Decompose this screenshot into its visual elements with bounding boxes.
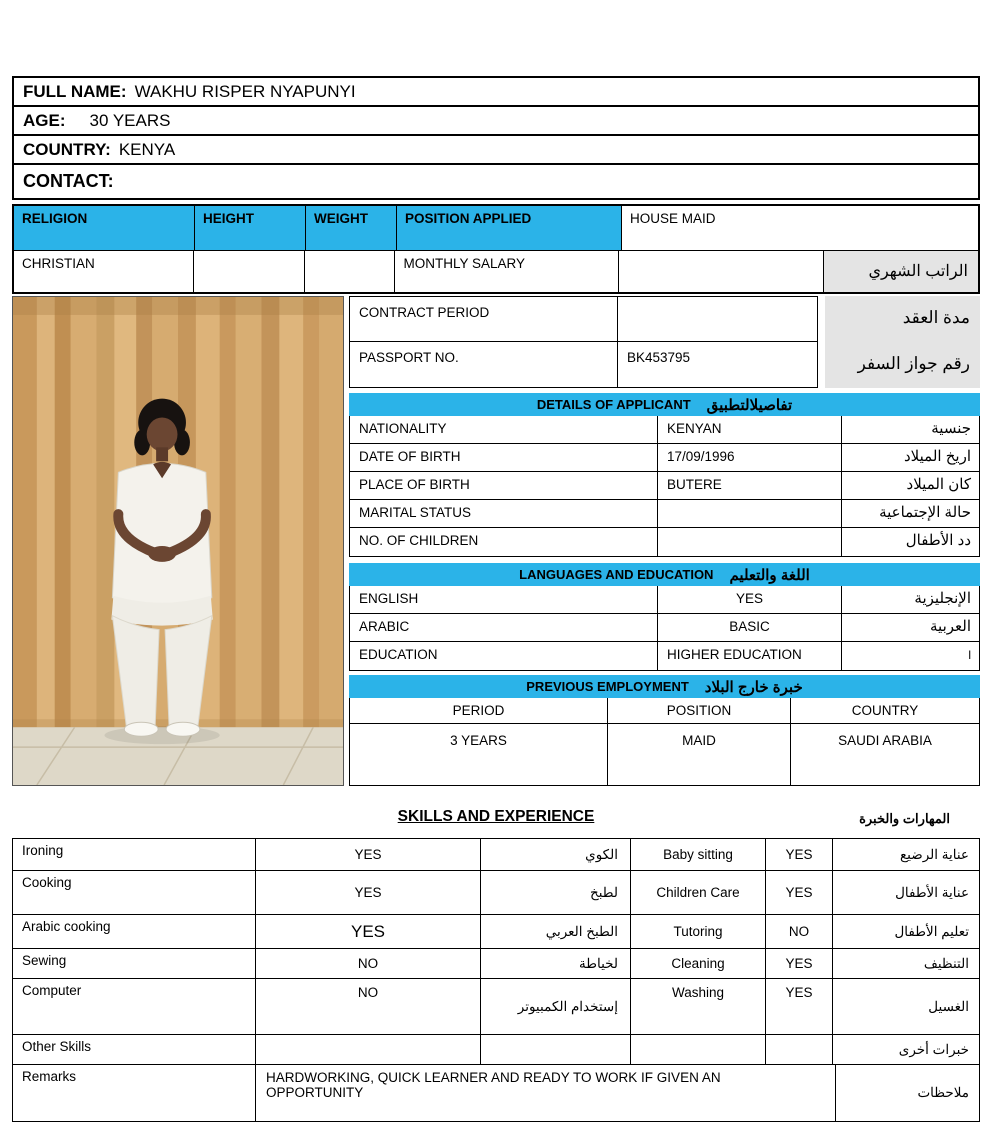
children-row bbox=[350, 528, 979, 556]
other-skills-row bbox=[13, 1035, 979, 1065]
applicant-photo bbox=[12, 296, 344, 786]
contact-row bbox=[14, 165, 978, 198]
passport-arabic-label: رقم جواز السفر bbox=[825, 342, 980, 388]
date-of-birth-row bbox=[350, 444, 979, 472]
details-section-header bbox=[349, 393, 980, 416]
tutoring-label: Tutoring bbox=[631, 915, 766, 948]
place-of-birth-value: BUTERE bbox=[658, 472, 842, 499]
arabic-cooking-value: YES bbox=[256, 915, 481, 948]
employment-title: PREVIOUS EMPLOYMENT bbox=[526, 679, 689, 694]
date-of-birth-label: DATE OF BIRTH bbox=[350, 444, 658, 471]
age-label: AGE: bbox=[23, 110, 66, 130]
contact-label: CONTACT: bbox=[23, 171, 114, 191]
age-row bbox=[14, 107, 978, 136]
washing-label: Washing bbox=[631, 979, 766, 1034]
employment-columns-row bbox=[349, 698, 980, 724]
employment-data-row bbox=[349, 724, 980, 786]
place-of-birth-row bbox=[350, 472, 979, 500]
full-name-row bbox=[14, 78, 978, 107]
remarks-arabic-label: ملاحظات bbox=[917, 1085, 969, 1100]
baby-sitting-value: YES bbox=[766, 839, 833, 870]
english-value: YES bbox=[658, 586, 842, 613]
height-value bbox=[194, 251, 305, 292]
other-skills-spacer-1 bbox=[631, 1035, 766, 1064]
monthly-salary-arabic-label: الراتب الشهري bbox=[824, 251, 978, 292]
remarks-label: Remarks bbox=[13, 1065, 256, 1121]
employment-position-value: MAID bbox=[608, 724, 791, 785]
position-table bbox=[12, 204, 980, 294]
tutoring-arabic-label: تعليم الأطفال bbox=[894, 923, 969, 939]
identity-table bbox=[12, 76, 980, 200]
employment-section-header bbox=[349, 675, 980, 698]
arabic-cooking-arabic-label: الطبخ العربي bbox=[481, 915, 631, 948]
skill-row-computer bbox=[13, 979, 979, 1035]
monthly-salary-label: MONTHLY SALARY bbox=[395, 251, 619, 292]
place-of-birth-arabic-label: كان الميلاد bbox=[906, 476, 971, 493]
passport-value: BK453795 bbox=[627, 350, 691, 365]
other-skills-value bbox=[256, 1035, 481, 1064]
skills-title: SKILLS AND EXPERIENCE bbox=[397, 808, 595, 825]
cooking-arabic-label: لطبخ bbox=[481, 871, 631, 914]
remarks-value: HARDWORKING, QUICK LEARNER AND READY TO WORK IF GIVEN AN OPPORTUNITY bbox=[256, 1065, 836, 1121]
baby-sitting-arabic-label: عناية الرضيع bbox=[899, 846, 969, 862]
monthly-salary-value bbox=[619, 251, 823, 292]
ironing-arabic-label: الكوي bbox=[481, 839, 631, 870]
ironing-value: YES bbox=[256, 839, 481, 870]
washing-arabic-label: الغسيل bbox=[928, 998, 969, 1014]
country-row bbox=[14, 136, 978, 165]
period-column-header: PERIOD bbox=[350, 698, 608, 723]
skill-row-ironing bbox=[13, 839, 979, 871]
other-skills-label: Other Skills bbox=[13, 1035, 256, 1064]
contract-period-label: CONTRACT PERIOD bbox=[350, 297, 618, 341]
cleaning-arabic-label: التنظيف bbox=[923, 955, 969, 971]
arabic-row bbox=[350, 614, 979, 642]
country-column-header: COUNTRY bbox=[851, 703, 919, 718]
cooking-value: YES bbox=[256, 871, 481, 914]
nationality-row bbox=[350, 416, 979, 444]
languages-section-header bbox=[349, 563, 980, 586]
children-label: NO. OF CHILDREN bbox=[350, 528, 658, 556]
education-label: EDUCATION bbox=[350, 642, 658, 670]
languages-title-arabic: اللغة والتعليم bbox=[729, 566, 810, 584]
marital-status-value bbox=[658, 500, 842, 527]
education-value: HIGHER EDUCATION bbox=[658, 642, 842, 670]
cleaning-label: Cleaning bbox=[631, 949, 766, 978]
arabic-label: ARABIC bbox=[350, 614, 658, 641]
tutoring-value: NO bbox=[766, 915, 833, 948]
passport-row bbox=[349, 342, 980, 388]
applicant-photo-image bbox=[13, 297, 343, 785]
skills-table bbox=[12, 838, 980, 1122]
other-skills-arabic-label: خبرات أخرى bbox=[898, 1041, 969, 1057]
position-column-header: POSITION bbox=[608, 698, 791, 723]
cleaning-value: YES bbox=[766, 949, 833, 978]
weight-value bbox=[305, 251, 396, 292]
children-value bbox=[658, 528, 842, 556]
employment-title-arabic: خبرة خارج البلاد bbox=[704, 678, 803, 696]
height-header: HEIGHT bbox=[195, 206, 306, 250]
education-arabic-cell: l bbox=[968, 648, 971, 662]
ironing-label: Ironing bbox=[13, 839, 256, 870]
skills-title-arabic: المهارات والخبرة bbox=[859, 811, 950, 826]
languages-title: LANGUAGES AND EDUCATION bbox=[519, 567, 714, 582]
applicant-details-column bbox=[349, 296, 980, 786]
position-applied-value: HOUSE MAID bbox=[630, 211, 716, 226]
baby-sitting-label: Baby sitting bbox=[631, 839, 766, 870]
sewing-arabic-label: لخياطة bbox=[481, 949, 631, 978]
contract-period-arabic-label: مدة العقد bbox=[825, 296, 980, 342]
religion-header: RELIGION bbox=[14, 206, 195, 250]
children-arabic-label: دد الأطفال bbox=[905, 532, 971, 549]
details-table bbox=[349, 416, 980, 557]
age-value: 30 YEARS bbox=[89, 110, 171, 130]
education-row bbox=[350, 642, 979, 670]
nationality-arabic-label: جنسية bbox=[931, 420, 971, 437]
position-value-row bbox=[14, 250, 978, 292]
english-label: ENGLISH bbox=[350, 586, 658, 613]
details-title-arabic: تفاصيلالتطبيق bbox=[706, 396, 793, 414]
country-value: KENYA bbox=[118, 139, 176, 159]
sewing-label: Sewing bbox=[13, 949, 256, 978]
marital-status-label: MARITAL STATUS bbox=[350, 500, 658, 527]
date-of-birth-arabic-label: اريخ الميلاد bbox=[903, 448, 971, 465]
children-care-arabic-label: عناية الأطفال bbox=[895, 884, 969, 900]
skill-row-cooking bbox=[13, 871, 979, 915]
cooking-label: Cooking bbox=[13, 871, 256, 914]
other-skills-spacer-2 bbox=[766, 1035, 833, 1064]
washing-value: YES bbox=[766, 979, 833, 1034]
arabic-arabic-label: العربية bbox=[930, 618, 971, 635]
position-header-row bbox=[14, 206, 978, 250]
english-arabic-label: الإنجليزية bbox=[914, 590, 971, 607]
arabic-cooking-label: Arabic cooking bbox=[13, 915, 256, 948]
computer-value: NO bbox=[256, 979, 481, 1034]
skills-section-header bbox=[12, 808, 980, 832]
place-of-birth-label: PLACE OF BIRTH bbox=[350, 472, 658, 499]
sewing-value: NO bbox=[256, 949, 481, 978]
nationality-value: KENYAN bbox=[658, 416, 842, 443]
nationality-label: NATIONALITY bbox=[350, 416, 658, 443]
passport-label: PASSPORT NO. bbox=[350, 342, 618, 387]
date-of-birth-value: 17/09/1996 bbox=[658, 444, 842, 471]
weight-header: WEIGHT bbox=[306, 206, 397, 250]
contract-period-value bbox=[618, 297, 817, 341]
computer-label: Computer bbox=[13, 979, 256, 1034]
position-applied-header: POSITION APPLIED bbox=[397, 206, 622, 250]
arabic-value: BASIC bbox=[658, 614, 842, 641]
skill-row-arabic-cooking bbox=[13, 915, 979, 949]
children-care-label: Children Care bbox=[631, 871, 766, 914]
employment-country-value: SAUDI ARABIA bbox=[838, 733, 932, 748]
full-name-label: FULL NAME: bbox=[23, 81, 127, 101]
computer-arabic-label: إستخدام الكمبيوتر bbox=[481, 979, 631, 1034]
contract-period-row bbox=[349, 296, 980, 342]
middle-section bbox=[12, 296, 980, 786]
skill-row-sewing bbox=[13, 949, 979, 979]
other-skills-arabic-value bbox=[481, 1035, 631, 1064]
marital-status-arabic-label: حالة الإجتماعية bbox=[879, 504, 971, 521]
english-row bbox=[350, 586, 979, 614]
details-title: DETAILS OF APPLICANT bbox=[536, 397, 691, 412]
children-care-value: YES bbox=[766, 871, 833, 914]
languages-table bbox=[349, 586, 980, 671]
remarks-row bbox=[13, 1065, 979, 1121]
marital-status-row bbox=[350, 500, 979, 528]
religion-value: CHRISTIAN bbox=[14, 251, 194, 292]
employment-period-value: 3 YEARS bbox=[350, 724, 608, 785]
country-label: COUNTRY: bbox=[23, 139, 111, 159]
full-name-value: WAKHU RISPER NYAPUNYI bbox=[134, 81, 356, 101]
